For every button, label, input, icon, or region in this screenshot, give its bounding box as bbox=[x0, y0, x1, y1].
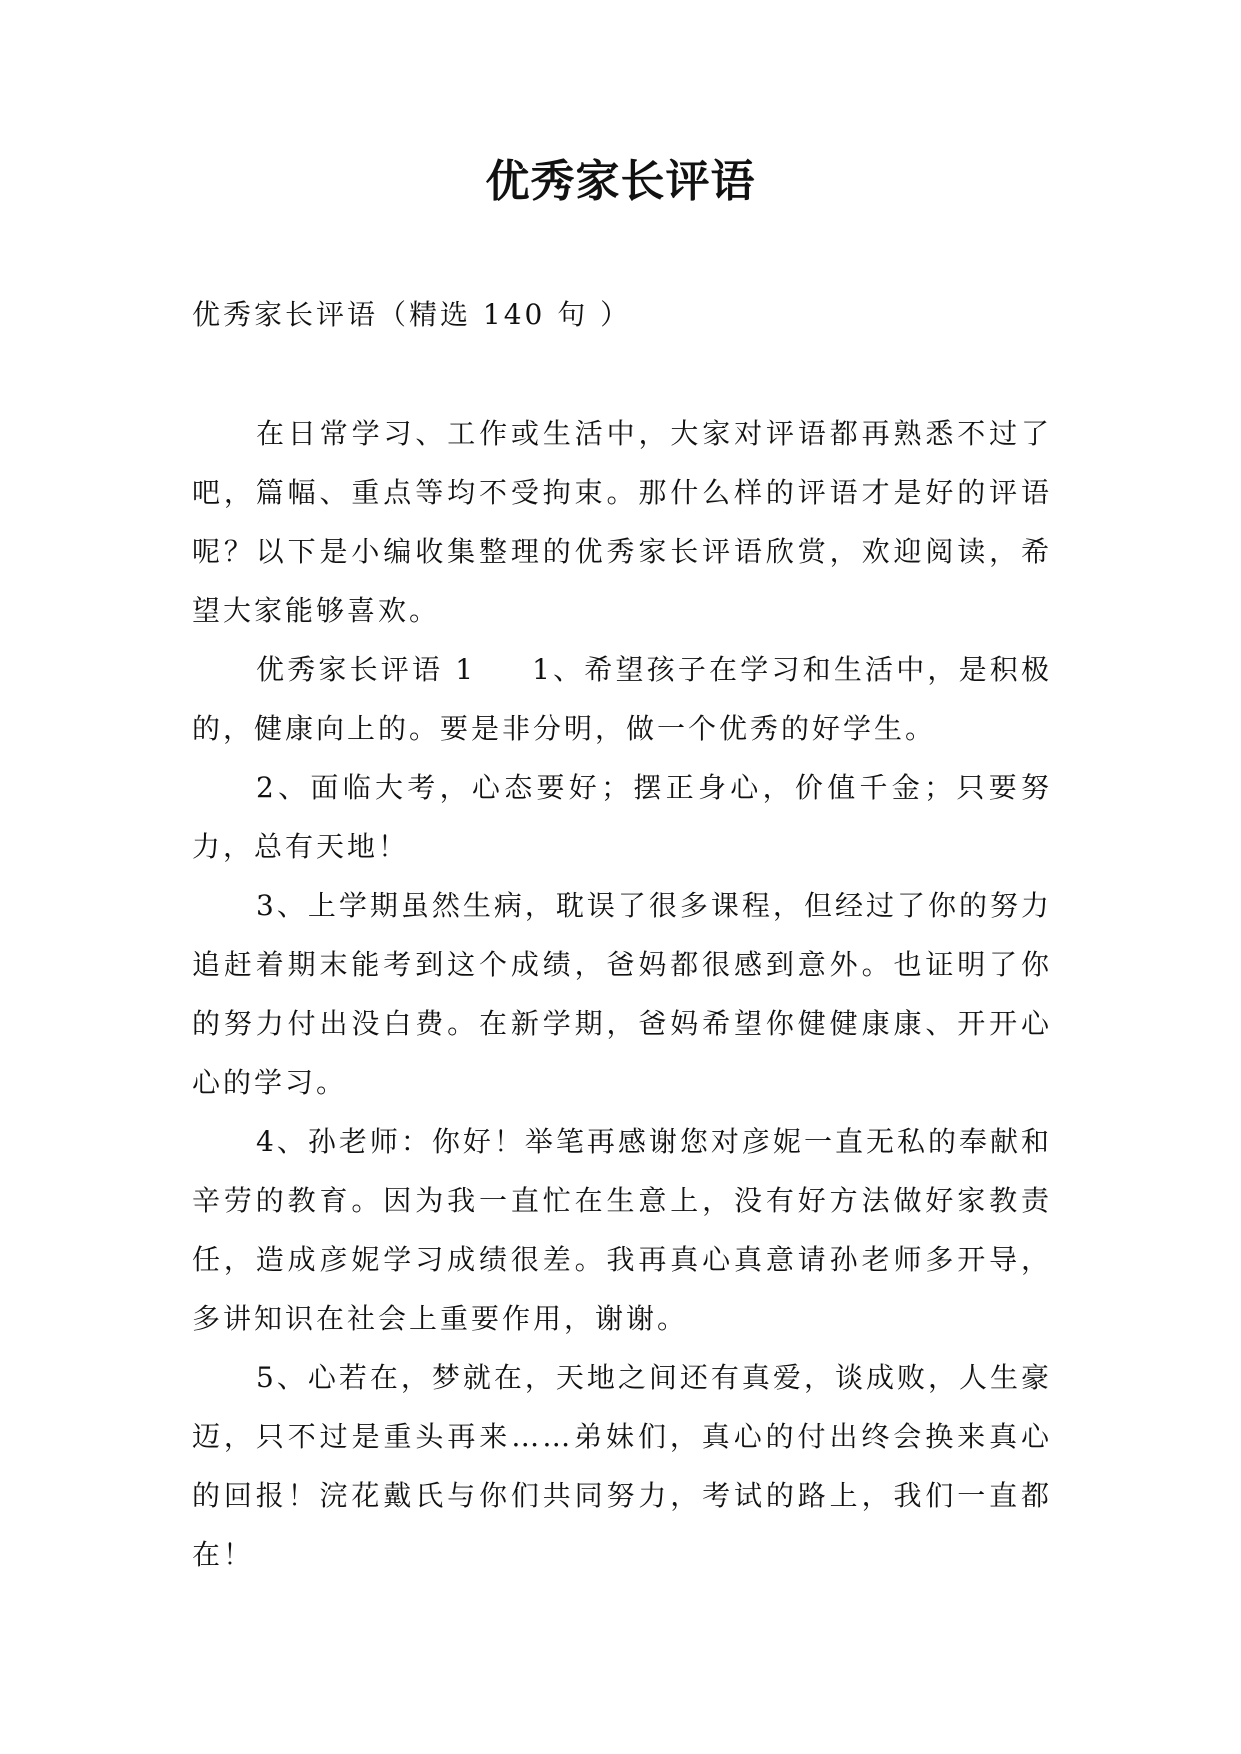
comment-item-5: 5、心若在，梦就在，天地之间还有真爱，谈成败，人生豪迈，只不过是重头再来……弟妹们，真心的付出终会换来真心的回报！浣花戴氏与你们共同努力，考试的路上，我们一直都在！ bbox=[192, 1361, 1052, 1571]
comment-item-3: 3、上学期虽然生病，耽误了很多课程，但经过了你的努力追赶着期末能考到这个成绩，爸妈都很感到意外。也证明了你的努力付出没白费。在新学期，爸妈希望你健健康康、开开心心的学习。 bbox=[192, 889, 1052, 1099]
document-subtitle: 优秀家长评语（精选 140 句 ） bbox=[192, 298, 632, 331]
comment-item-1: 1、希望孩子在学习和生活中，是积极的，健康向上的。要是非分明，做一个优秀的好学生。 bbox=[192, 653, 1052, 745]
section-paragraph bbox=[192, 640, 1052, 758]
comment-item-2: 2、面临大考，心态要好；摆正身心，价值千金；只要努力，总有天地！ bbox=[192, 771, 1052, 863]
comment-item-4: 4、孙老师：你好！举笔再感谢您对彦妮一直无私的奉献和辛劳的教育。因为我一直忙在生意上，没有好方法做好家教责任，造成彦妮学习成绩很差。我再真心真意请孙老师多开导，多讲知识在社会上重要作用，谢谢。 bbox=[192, 1125, 1052, 1335]
document-title: 优秀家长评语 bbox=[485, 156, 756, 207]
document-body bbox=[192, 404, 1052, 1584]
intro-paragraph: 在日常学习、工作或生活中，大家对评语都再熟悉不过了吧，篇幅、重点等均不受拘束。那什么样的评语才是好的评语呢？以下是小编收集整理的优秀家长评语欣赏，欢迎阅读，希望大家能够喜欢。 bbox=[192, 417, 1052, 627]
section-heading: 优秀家长评语 1 bbox=[256, 653, 477, 686]
